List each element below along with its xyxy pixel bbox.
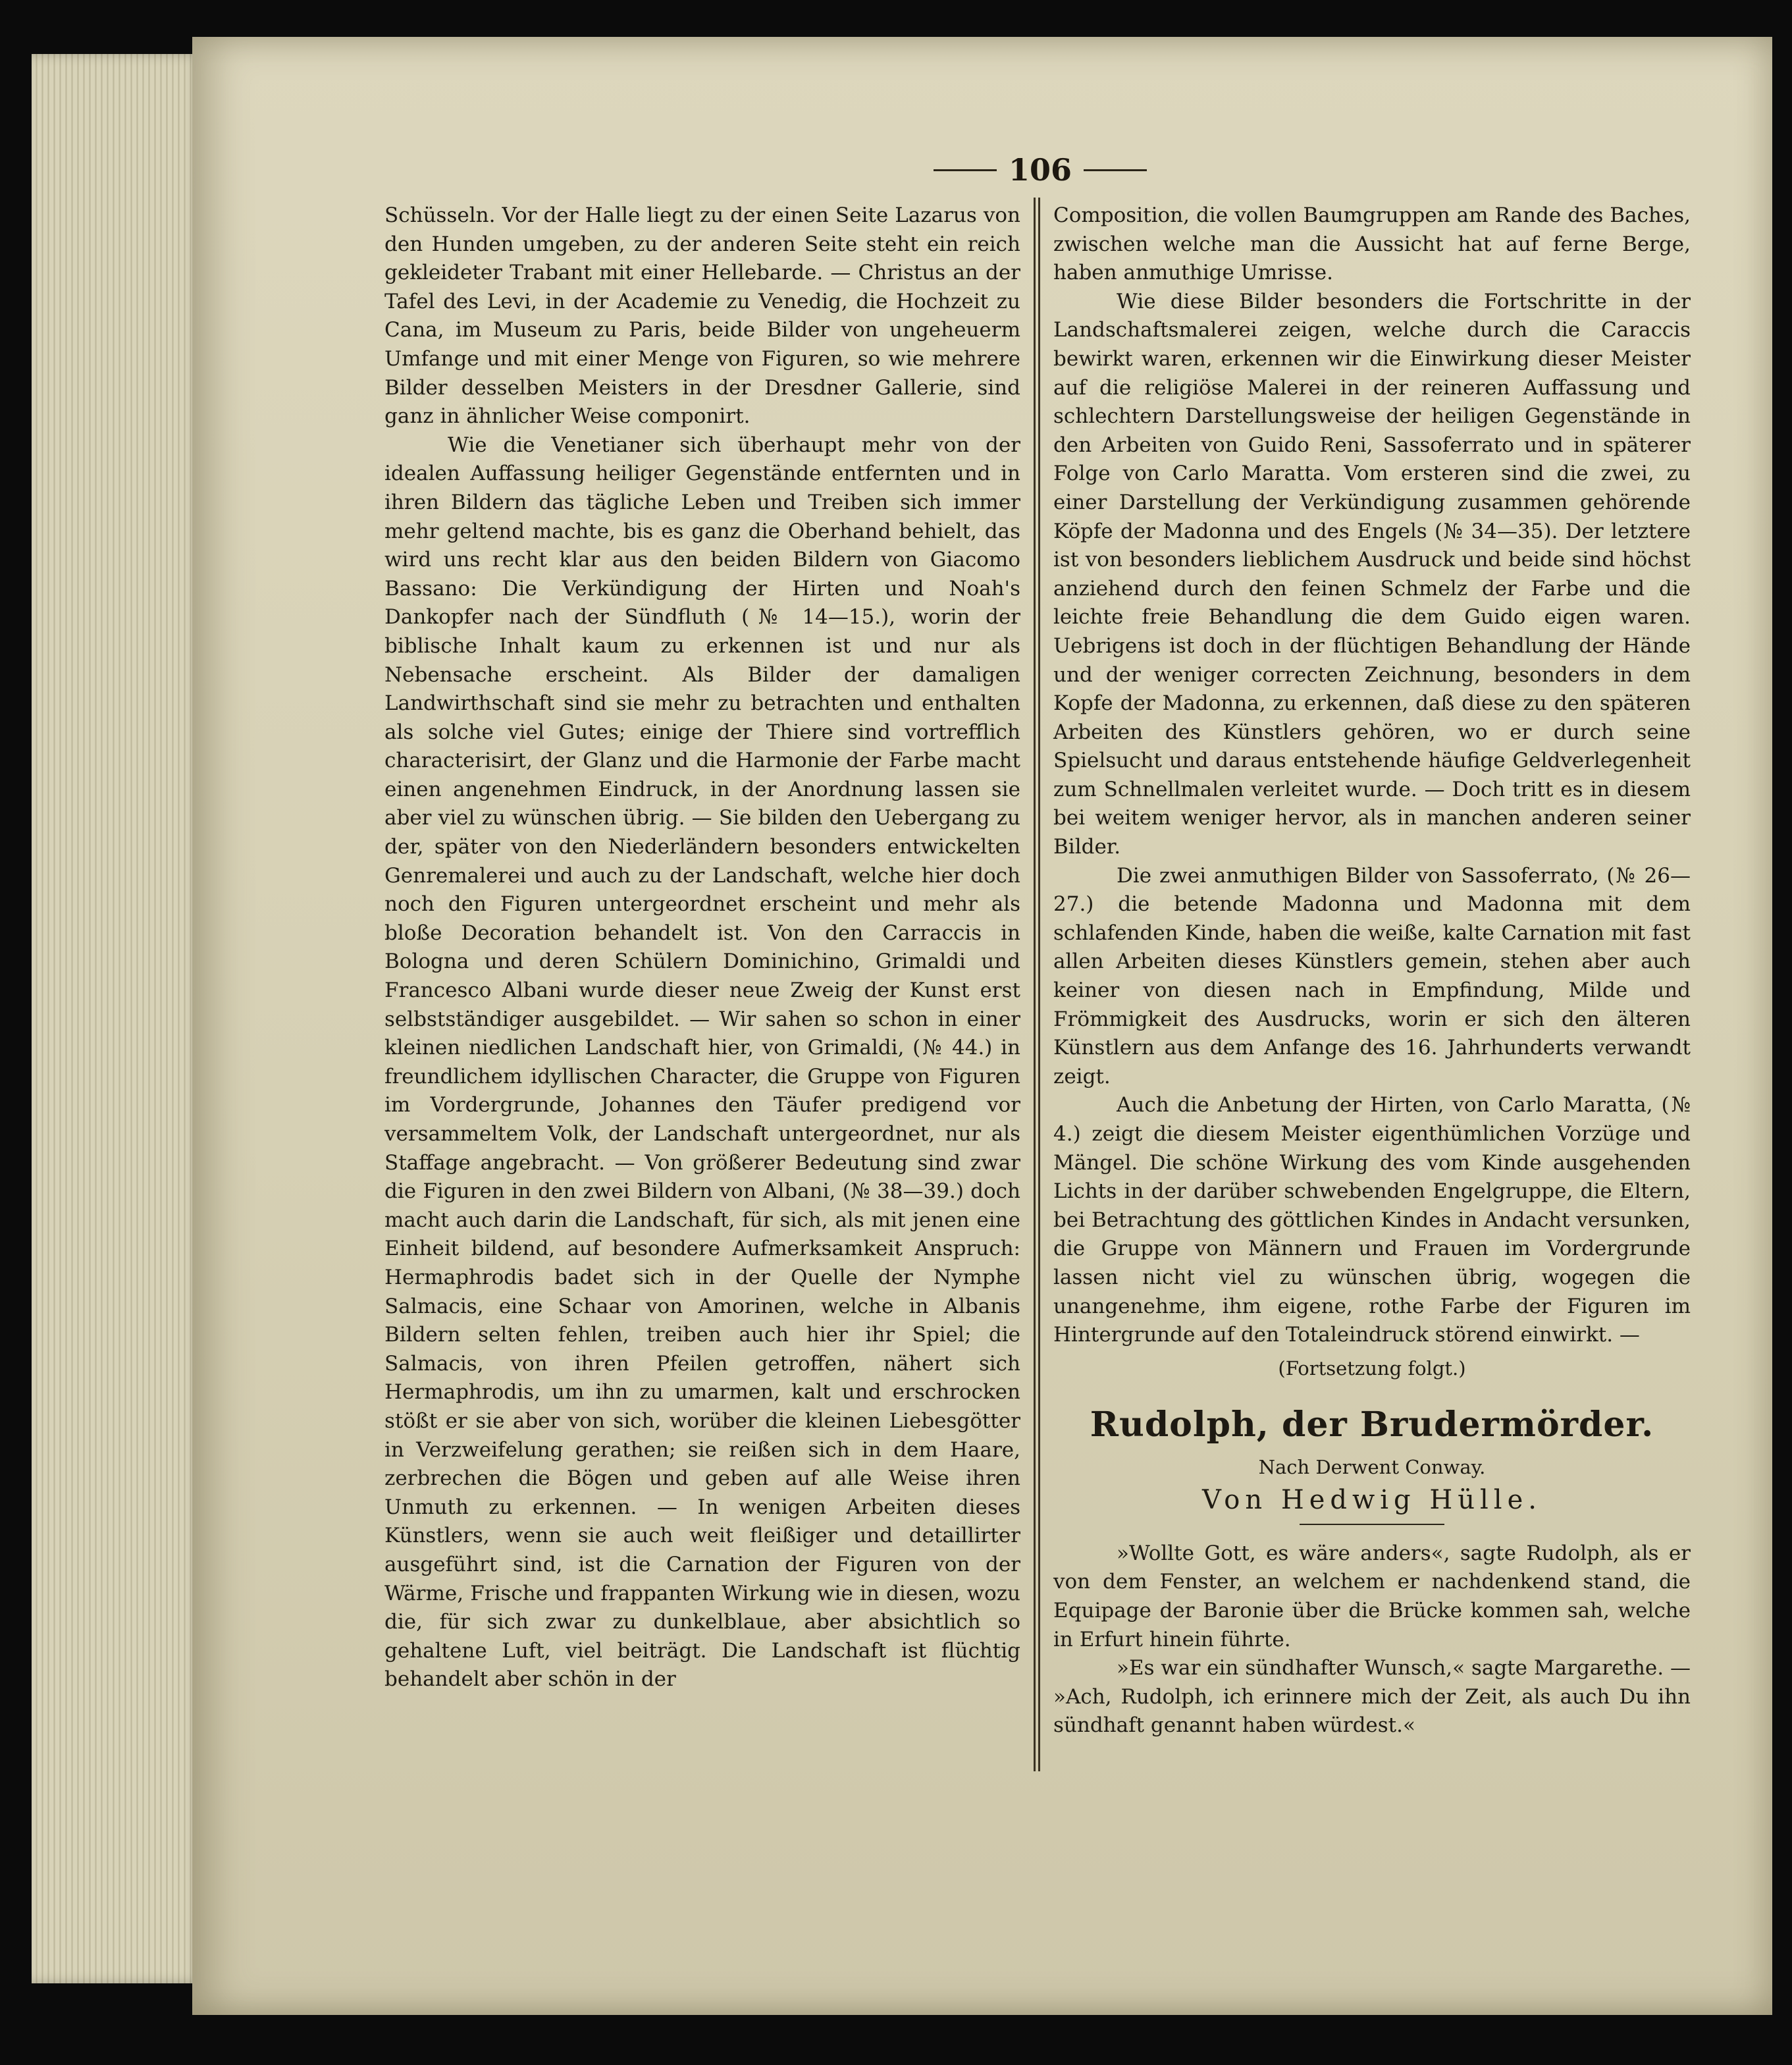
page-header — [922, 150, 1159, 190]
page-edges — [32, 54, 203, 1983]
right-paragraph-1: Composition, die vollen Baumgruppen am Rande des Baches, zwischen welche man die Aussicht hat auf ferne Berge, haben anmuthige Umrisse. — [1053, 203, 1691, 285]
story-rule — [1300, 1524, 1444, 1525]
right-column — [1053, 201, 1691, 1740]
right-paragraph-3: Die zwei anmuthigen Bilder von Sassoferrato, (№ 26—27.) die betende Madonna und Madonna mit dem schlafenden Kinde, haben die weiße, kalte Carnation mit fast allen Arbeiten dieses Künstlers gemein, stehen aber auch keiner von diesen nach in Empfindung, Milde und Frömmigkeit des Ausdrucks, worin er sich den älteren Künstlern aus dem Anfange des 16. Jahrhunderts verwandt zeigt. — [1053, 863, 1691, 1088]
story-paragraph-2: »Es war ein sündhafter Wunsch,« sagte Margarethe. — »Ach, Rudolph, ich erinnere mich der Zeit, als auch Du ihn sündhaft genannt haben würdest.« — [1053, 1656, 1691, 1738]
left-paragraph-1: Schüsseln. Vor der Halle liegt zu der einen Seite Lazarus von den Hunden umgeben, zu der anderen Seite steht ein reich gekleideter Trabant mit einer Hellebarde. — Christus an der Tafel des Levi, in der Academie zu Venedig, die Hochzeit zu Cana, im Museum zu Paris, beide Bilder von ungeheuerm Umfange und mit einer Menge von Figuren, so wie mehrere Bilder desselben Meisters in der Dresdner Gallerie, sind ganz in ähnlicher Weise componirt. — [384, 203, 1020, 429]
header-rule-left — [934, 169, 997, 171]
story-title: Rudolph, der Brudermörder. — [1090, 1404, 1654, 1445]
right-paragraph-2: Wie diese Bilder besonders die Fortschritte in der Landschaftsmalerei zeigen, welche durch die Caraccis bewirkt waren, erkennen wir die Einwirkung dieser Meister auf die religiöse Malerei in der reineren Auffassung und schlechtern Darstellungsweise der heiligen Gegenstände in den Arbeiten von Guido Reni, Sassoferrato und in späterer Folge von Carlo Maratta. Vom ersteren sind die zwei, zu einer Darstellung der Verkündigung zusammen gehörende Köpfe der Madonna und des Engels (№ 34—35). Der letztere ist von besonders lieblichem Ausdruck und beide sind höchst anziehend durch den feinen Schmelz der Farbe und die leichte freie Behandlung die dem Guido eigen waren. Uebrigens ist doch in der flüchtigen Behandlung der Hände und der weniger correcten Zeichnung, besonders in dem Kopfe der Madonna, zu erkennen, daß diese zu den späteren Arbeiten des Künstlers gehören, wo er durch seine Spielsucht und daraus entstehende häufige Geldverlegenheit zum Schnellmalen verleitet wurde. — Doch tritt es in diesem bei weitem weniger hervor, als in manchen anderen seiner Bilder. — [1053, 289, 1691, 859]
right-paragraph-4: Auch die Anbetung der Hirten, von Carlo Maratta, (№ 4.) zeigt die diesem Meister eigenthümlichen Vorzüge und Mängel. Die schöne Wirkung des vom Kinde ausgehenden Lichts in der darüber schwebenden Engelgruppe, die Eltern, bei Betrachtung des göttlichen Kindes in Andacht versunken, die Gruppe von Männern und Frauen im Vordergrunde lassen nicht viel zu wünschen übrig, wogegen die unangenehme, ihm eigene, rothe Farbe der Figuren im Hintergrunde auf den Totaleindruck störend einwirkt. — — [1053, 1093, 1691, 1347]
continued-note: (Fortsetzung folgt.) — [1278, 1356, 1466, 1380]
left-column — [384, 201, 1020, 1694]
left-paragraph-2: Wie die Venetianer sich überhaupt mehr von der idealen Auffassung heiliger Gegenstände entfernten und in ihren Bildern das tägliche Leben und Treiben sich immer mehr geltend machte, bis es ganz die Oberhand behielt, das wird uns recht klar aus den beiden Bildern von Giacomo Bassano: Die Verkündigung der Hirten und Noah's Dankopfer nach der Sündfluth (№ 14—15.), worin der biblische Inhalt kaum zu erkennen ist und nur als Nebensache erscheint. Als Bilder der damaligen Landwirthschaft sind sie mehr zu betrachten und enthalten als solche viel Gutes; einige der Thiere sind vortrefflich characterisirt, der Glanz und die Harmonie der Farbe macht einen angenehmen Eindruck, in der Anordnung lassen sie aber viel zu wünschen übrig. — Sie bilden den Uebergang zu der, später von den Niederländern besonders entwickelten Genremalerei und auch zu der Landschaft, welche hier doch noch den Figuren untergeordnet erscheint und mehr als bloße Decoration behandelt ist. Von den Carraccis in Bologna und deren Schülern Dominichino, Grimaldi und Francesco Albani wurde dieser neue Zweig der Kunst erst selbstständiger ausgebildet. — Wir sahen so schon in einer kleinen niedlichen Landschaft hier, von Grimaldi, (№ 44.) in freundlichem idyllischen Character, die Gruppe von Figuren im Vordergrunde, Johannes den Täufer predigend vor versammeltem Volk, der Landschaft untergeordnet, nur als Staffage angebracht. — Von größerer Bedeutung sind zwar die Figuren in den zwei Bildern von Albani, (№ 38—39.) doch macht auch darin die Landschaft, für sich, als mit jenen eine Einheit bildend, auf besondere Aufmerksamkeit Anspruch: Hermaphrodis badet sich in der Quelle der Nymphe Salmacis, eine Schaar von Amorinen, welche in Albanis Bildern selten fehlen, treiben auch hier ihr Spiel; die Salmacis, von ihren Pfeilen getroffen, nähert sich Hermaphrodis, um ihn zu umarmen, kalt und erschrocken stößt er sie aber von sich, worüber die kleinen Liebesgötter in Verzweifelung gerathen; sie reißen sich in dem Haare, zerbrechen die Bögen und geben auf alle Weise ihren Unmuth zu erkennen. — In wenigen Arbeiten dieses Künstlers, wenn sie auch weit fleißiger und detaillirter ausgeführt sind, ist die Carnation der Figuren von der Wärme, Frische und frappanten Wirkung wie in diesen, wozu die, für sich zwar zu dunkelblaue, aber absichtlich so gehaltene Luft, viel beiträgt. Die Landschaft ist flüchtig behandelt aber schön in der — [384, 433, 1020, 1692]
page-number: 106 — [1008, 152, 1072, 188]
column-divider — [1034, 198, 1036, 1771]
story-source: Nach Derwent Conway. — [1258, 1455, 1486, 1478]
story-paragraph-1: »Wollte Gott, es wäre anders«, sagte Rudolph, als er von dem Fenster, an welchem er nachdenkend stand, die Equipage der Baronie über die Brücke kommen sah, welche in Erfurt hinein führte. — [1053, 1541, 1691, 1651]
header-rule-right — [1084, 169, 1147, 171]
story-author: Von Hedwig Hülle. — [1202, 1484, 1542, 1515]
